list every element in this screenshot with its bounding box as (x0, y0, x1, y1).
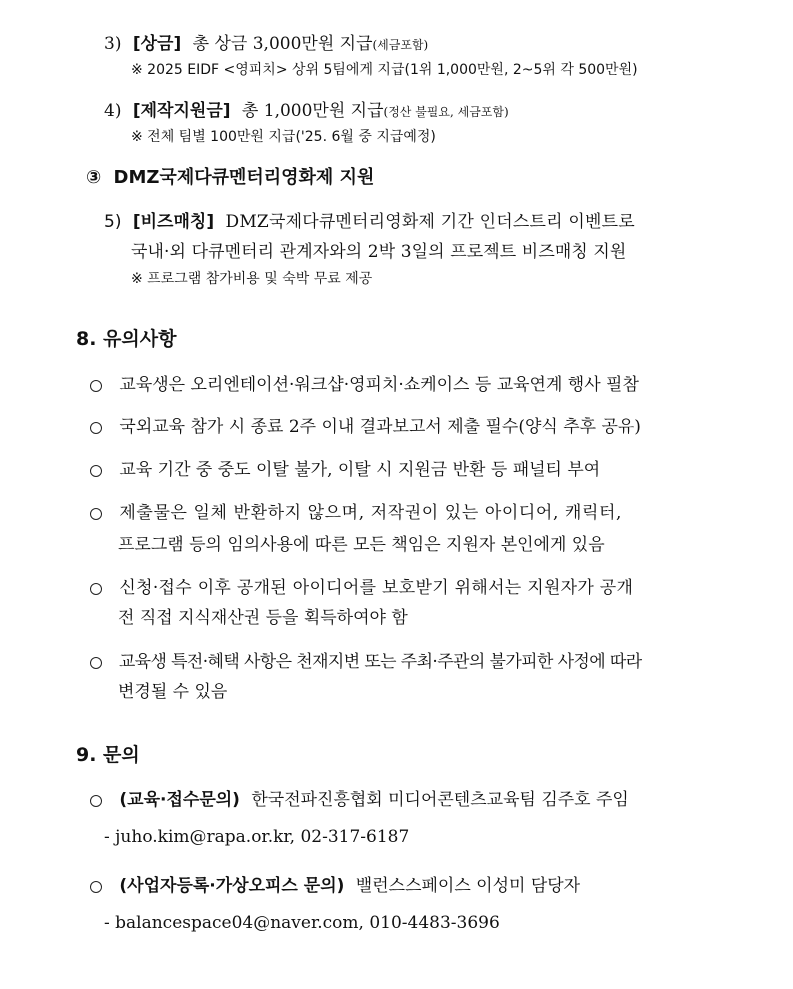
circle-bullet-icon (90, 380, 102, 392)
notice-item (90, 370, 639, 395)
section-3-title: DMZ국제다큐멘터리영화제 지원 (113, 167, 375, 188)
item-3-small: (세금포함) (372, 38, 429, 52)
section-9-title: 9. 문의 (76, 744, 140, 766)
notice-text: 교육 기간 중 중도 이탈 불가, 이탈 시 지원금 반환 등 패널티 부여 (119, 460, 601, 480)
item-4-note: ※ 전체 팀별 100만원 지급('25. 6월 중 지급예정) (131, 129, 436, 145)
item-4-small: (정산 불필요, 세금포함) (383, 105, 509, 119)
contact-detail[interactable]: - balancespace04@naver.com, 010-4483-3696 (104, 913, 500, 933)
item-3-number: 3) (104, 34, 122, 54)
notice-text: 국외교육 참가 시 종료 2주 이내 결과보고서 제출 필수(양식 추후 공유) (119, 417, 641, 437)
contact-org: 한국전파진흥협회 미디어콘텐츠교육팀 김주호 주임 (251, 790, 629, 810)
circle-bullet-icon (90, 881, 102, 893)
item-5 (104, 207, 635, 232)
section-8-title: 8. 유의사항 (76, 328, 177, 350)
item-4-number: 4) (104, 101, 122, 121)
notice-text: 제출물은 일체 반환하지 않으며, 저작권이 있는 아이디어, 캐릭터, (119, 503, 623, 523)
item-5-label: [비즈매칭] (132, 212, 215, 232)
contact-label: (사업자등록·가상오피스 문의) (119, 876, 345, 896)
item-3 (104, 29, 428, 54)
contact-item (90, 871, 580, 896)
contact-detail[interactable]: - juho.kim@rapa.or.kr, 02-317-6187 (104, 827, 410, 847)
item-3-note: ※ 2025 EIDF <영피치> 상위 5팀에게 지급(1위 1,000만원, 2~5위 각 500만원) (131, 62, 638, 78)
circle-bullet-icon (90, 422, 102, 434)
circle-bullet-icon (90, 465, 102, 477)
notice-item (90, 412, 641, 437)
item-5-note: ※ 프로그램 참가비용 및 숙박 무료 제공 (131, 271, 373, 287)
circle-bullet-icon (90, 508, 102, 520)
notice-item (90, 573, 633, 598)
item-3-text: 총 상금 3,000만원 지급 (192, 34, 373, 54)
notice-text-cont: 변경될 수 있음 (118, 682, 228, 702)
notice-text-cont: 전 직접 지식재산권 등을 획득하여야 함 (118, 608, 408, 628)
item-3-label: [상금] (132, 34, 182, 54)
circle-bullet-icon (90, 795, 102, 807)
contact-label: (교육·접수문의) (119, 790, 240, 810)
notice-item (90, 498, 622, 523)
circle-bullet-icon (90, 583, 102, 595)
contact-item (90, 785, 629, 810)
circle-bullet-icon (90, 657, 102, 669)
notice-text-cont: 프로그램 등의 임의사용에 따른 모든 책임은 지원자 본인에게 있음 (118, 535, 605, 555)
notice-item (90, 455, 600, 480)
item-4-label: [제작지원금] (132, 101, 231, 121)
item-5-line2: 국내·외 다큐멘터리 관계자와의 2박 3일의 프로젝트 비즈매칭 지원 (131, 242, 627, 262)
item-5-line1: DMZ국제다큐멘터리영화제 기간 인더스트리 이벤트로 (225, 212, 635, 232)
item-4-text: 총 1,000만원 지급 (241, 101, 384, 121)
notice-text: 교육생 특전·혜택 사항은 천재지변 또는 주최·주관의 불가피한 사정에 따라 (118, 652, 642, 672)
section-3-marker: ③ (86, 167, 102, 188)
notice-item (90, 647, 642, 672)
item-4 (104, 96, 509, 121)
notice-text: 신청·접수 이후 공개된 아이디어를 보호받기 위해서는 지원자가 공개 (119, 578, 634, 598)
notice-text: 교육생은 오리엔테이션·워크샵·영피치·쇼케이스 등 교육연계 행사 필참 (119, 375, 639, 395)
contact-org: 밸런스스페이스 이성미 담당자 (355, 876, 581, 896)
item-5-number: 5) (104, 212, 122, 232)
section-3-heading (86, 163, 374, 189)
